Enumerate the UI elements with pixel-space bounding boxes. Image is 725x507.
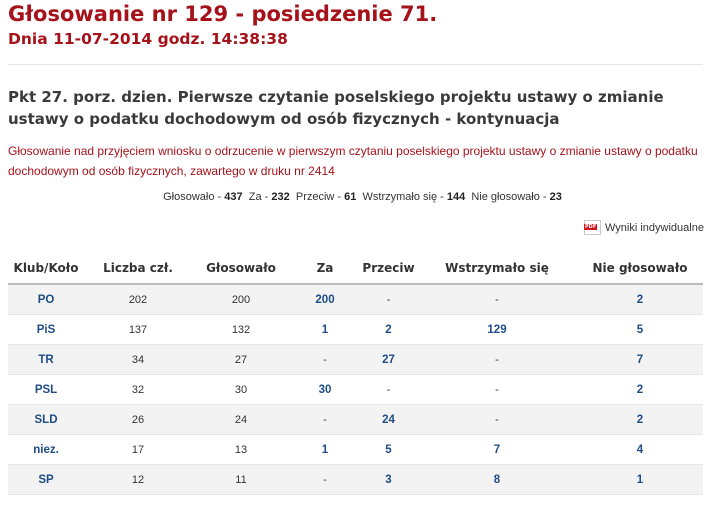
vote-date: Dnia 11-07-2014 godz. 14:38:38 bbox=[8, 30, 288, 48]
members-cell: 32 bbox=[84, 375, 192, 405]
for-cell[interactable] bbox=[290, 284, 360, 315]
not-voted-cell[interactable] bbox=[577, 375, 703, 405]
against-link[interactable]: 27 bbox=[382, 353, 395, 366]
not-voted-cell[interactable] bbox=[577, 435, 703, 465]
for-cell[interactable] bbox=[290, 435, 360, 465]
divider bbox=[8, 64, 703, 65]
against-link[interactable]: 3 bbox=[385, 473, 392, 486]
against-cell[interactable] bbox=[360, 435, 417, 465]
for-link[interactable]: 1 bbox=[321, 443, 329, 456]
summary-against-label: Przeciw - bbox=[295, 191, 342, 203]
voted-cell: 132 bbox=[192, 315, 290, 345]
against-link[interactable]: 5 bbox=[385, 443, 392, 456]
for-cell: - bbox=[290, 465, 360, 495]
club-link[interactable]: PSL bbox=[34, 383, 58, 396]
club-cell[interactable] bbox=[8, 435, 84, 465]
not-voted-cell[interactable] bbox=[577, 405, 703, 435]
voted-cell: 200 bbox=[192, 284, 290, 315]
not-voted-link[interactable]: 1 bbox=[636, 473, 644, 486]
col-header-for: Za bbox=[290, 252, 360, 284]
members-cell: 137 bbox=[84, 315, 192, 345]
against-cell: - bbox=[360, 284, 417, 315]
summary-abstained-value: 144 bbox=[446, 191, 466, 203]
for-link[interactable]: 200 bbox=[315, 293, 335, 306]
voted-cell: 11 bbox=[192, 465, 290, 495]
for-link[interactable]: 1 bbox=[321, 323, 329, 336]
against-link[interactable]: 24 bbox=[382, 413, 395, 426]
abstained-cell[interactable] bbox=[417, 435, 577, 465]
members-cell: 12 bbox=[84, 465, 192, 495]
club-link[interactable]: PO bbox=[37, 293, 55, 306]
summary-voted-value: 437 bbox=[224, 191, 243, 203]
table-row bbox=[8, 345, 703, 375]
voted-cell: 13 bbox=[192, 435, 290, 465]
col-header-voted: Głosowało bbox=[192, 252, 290, 284]
table-row bbox=[8, 315, 703, 345]
agenda-point: Pkt 27. porz. dzien. Pierwsze czytanie poselskiego projektu ustawy o zmianie ustawy o podatku dochodowym od osób fizycznych - kontynuacja bbox=[8, 88, 664, 128]
against-cell[interactable] bbox=[360, 345, 417, 375]
for-cell: - bbox=[290, 345, 360, 375]
summary-not-voted-value: 23 bbox=[549, 191, 562, 203]
table-header-row bbox=[8, 252, 703, 284]
summary-for-value: 232 bbox=[271, 191, 290, 203]
members-cell: 202 bbox=[84, 284, 192, 315]
table-row bbox=[8, 405, 703, 435]
abstained-cell: - bbox=[417, 405, 577, 435]
not-voted-link[interactable]: 4 bbox=[636, 443, 644, 456]
table-row bbox=[8, 284, 703, 315]
members-cell: 26 bbox=[84, 405, 192, 435]
vote-summary bbox=[0, 191, 725, 203]
against-cell: - bbox=[360, 375, 417, 405]
table-row bbox=[8, 435, 703, 465]
club-link[interactable]: TR bbox=[38, 353, 54, 366]
page-title: Głosowanie nr 129 - posiedzenie 71. bbox=[8, 2, 438, 26]
club-cell[interactable] bbox=[8, 315, 84, 345]
summary-voted-label: Głosowało - bbox=[163, 191, 222, 203]
club-cell[interactable] bbox=[8, 375, 84, 405]
against-cell[interactable] bbox=[360, 465, 417, 495]
col-header-abstained: Wstrzymało się bbox=[417, 252, 577, 284]
not-voted-cell[interactable] bbox=[577, 284, 703, 315]
not-voted-cell[interactable] bbox=[577, 315, 703, 345]
abstained-link[interactable]: 129 bbox=[487, 323, 507, 336]
against-link[interactable]: 2 bbox=[385, 323, 392, 336]
voted-cell: 30 bbox=[192, 375, 290, 405]
abstained-link[interactable]: 8 bbox=[493, 473, 501, 486]
col-header-club: Klub/Koło bbox=[8, 252, 84, 284]
pdf-icon bbox=[584, 220, 601, 235]
club-link[interactable]: SP bbox=[38, 473, 54, 486]
abstained-cell: - bbox=[417, 375, 577, 405]
summary-against-value: 61 bbox=[344, 191, 357, 203]
results-table bbox=[8, 252, 703, 495]
for-link[interactable]: 30 bbox=[318, 383, 332, 396]
club-cell[interactable] bbox=[8, 284, 84, 315]
against-cell[interactable] bbox=[360, 405, 417, 435]
table-row bbox=[8, 375, 703, 405]
table-row bbox=[8, 465, 703, 495]
vote-description: Głosowanie nad przyjęciem wniosku o odrzucenie w pierwszym czytaniu poselskiego projektu ustawy o zmianie ustawy o podatku dochodowym od osób fizycznych, zawartego w druku nr 2414 bbox=[8, 144, 698, 178]
club-link[interactable]: niez. bbox=[33, 443, 59, 456]
members-cell: 17 bbox=[84, 435, 192, 465]
for-cell: - bbox=[290, 405, 360, 435]
voted-cell: 27 bbox=[192, 345, 290, 375]
for-cell[interactable] bbox=[290, 315, 360, 345]
club-link[interactable]: PiS bbox=[36, 323, 56, 336]
abstained-cell[interactable] bbox=[417, 315, 577, 345]
individual-results-link[interactable] bbox=[584, 220, 704, 235]
abstained-cell: - bbox=[417, 284, 577, 315]
col-header-not-voted: Nie głosowało bbox=[577, 252, 703, 284]
not-voted-cell[interactable] bbox=[577, 345, 703, 375]
abstained-cell: - bbox=[417, 345, 577, 375]
abstained-cell[interactable] bbox=[417, 465, 577, 495]
members-cell: 34 bbox=[84, 345, 192, 375]
against-cell[interactable] bbox=[360, 315, 417, 345]
abstained-link[interactable]: 7 bbox=[493, 443, 501, 456]
not-voted-link[interactable]: 7 bbox=[636, 353, 644, 366]
summary-abstained-label: Wstrzymało się - bbox=[362, 191, 444, 203]
not-voted-link[interactable]: 2 bbox=[636, 413, 644, 426]
col-header-against: Przeciw bbox=[360, 252, 417, 284]
club-cell[interactable] bbox=[8, 405, 84, 435]
summary-not-voted-label: Nie głosowało - bbox=[471, 191, 547, 203]
individual-results-label[interactable]: Wyniki indywidualne bbox=[605, 221, 704, 234]
club-link[interactable]: SLD bbox=[34, 413, 58, 426]
club-cell[interactable] bbox=[8, 345, 84, 375]
not-voted-link[interactable]: 2 bbox=[636, 293, 644, 306]
voted-cell: 24 bbox=[192, 405, 290, 435]
for-cell[interactable] bbox=[290, 375, 360, 405]
not-voted-link[interactable]: 5 bbox=[636, 323, 644, 336]
col-header-members: Liczba czł. bbox=[84, 252, 192, 284]
summary-for-label: Za - bbox=[248, 191, 269, 203]
club-cell[interactable] bbox=[8, 465, 84, 495]
not-voted-link[interactable]: 2 bbox=[636, 383, 644, 396]
not-voted-cell[interactable] bbox=[577, 465, 703, 495]
